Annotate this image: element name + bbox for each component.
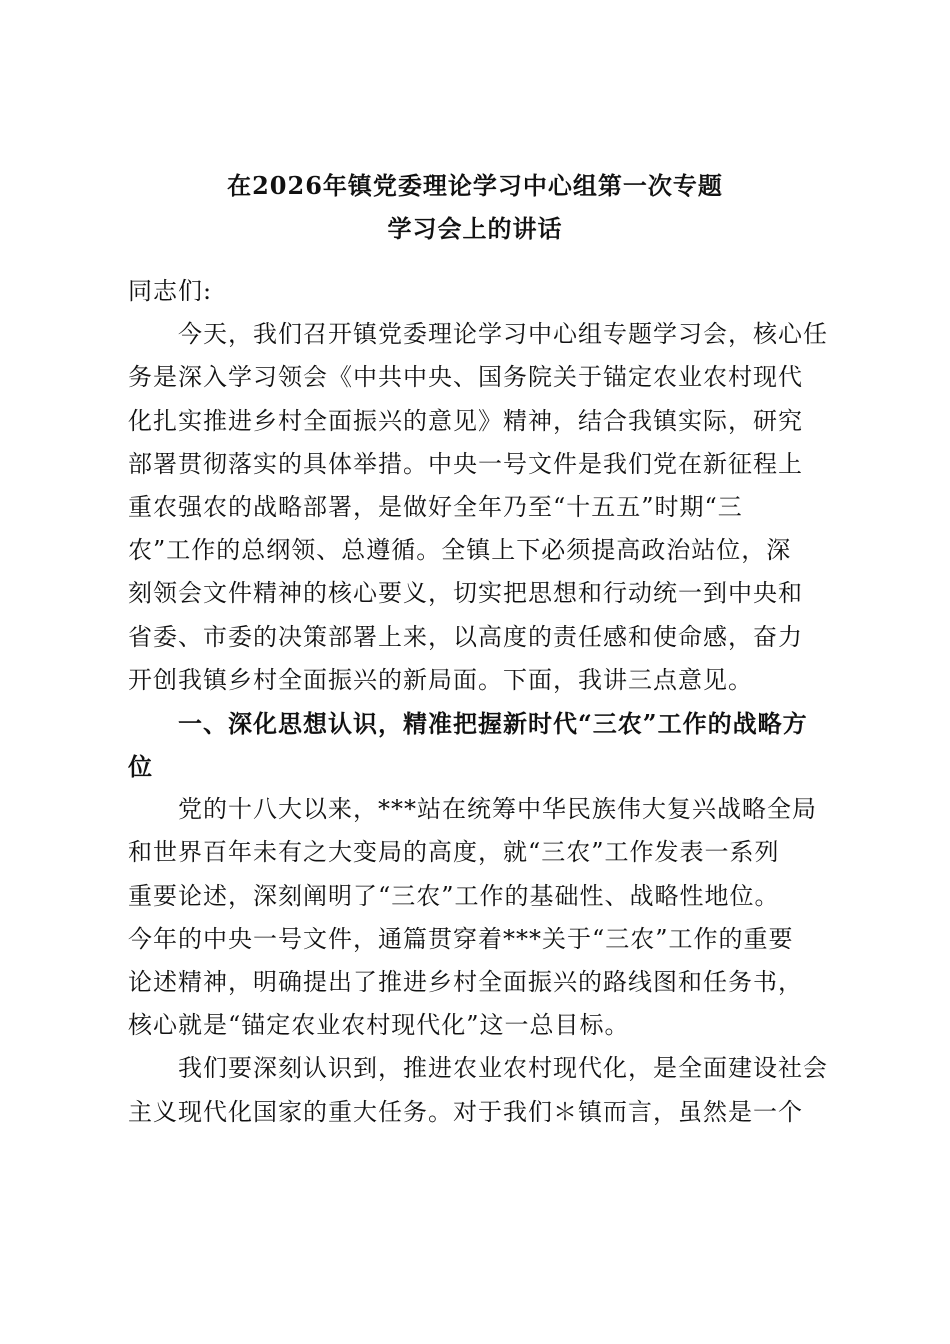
paragraph-line: 刻领会文件精神的核心要义，切实把思想和行动统一到中央和 xyxy=(128,579,803,608)
paragraph-line: 重要论述，深刻阐明了“三农”工作的基础性、战略性地位。 xyxy=(128,881,780,910)
paragraph-line: 我们要深刻认识到，推进农业农村现代化，是全面建设社会 xyxy=(128,1054,828,1083)
paragraph-line: 今天，我们召开镇党委理论学习中心组专题学习会，核心任 xyxy=(128,320,828,349)
paragraph-line: 务是深入学习领会《中共中央、国务院关于锚定农业农村现代 xyxy=(128,363,803,392)
salutation: 同志们: xyxy=(128,277,213,305)
paragraph-line: 开创我镇乡村全面振兴的新局面。下面，我讲三点意见。 xyxy=(128,665,753,694)
paragraph-line: 和世界百年未有之大变局的高度，就“三农”工作发表一系列 xyxy=(128,838,780,867)
paragraph-1 xyxy=(128,313,828,702)
paragraph-line: 农”工作的总纲领、总遵循。全镇上下必须提高政治站位，深 xyxy=(128,536,792,565)
document-title xyxy=(120,164,830,250)
paragraph-line: 重农强农的战略部署，是做好全年乃至“十五五”时期“三 xyxy=(128,492,743,521)
paragraph-line: 论述精神，明确提出了推进乡村全面振兴的路线图和任务书， xyxy=(128,968,803,996)
paragraph-line: 主义现代化国家的重大任务。对于我们＊镇而言，虽然是一个 xyxy=(128,1097,803,1126)
paragraph-3 xyxy=(128,1047,828,1133)
document-body xyxy=(128,270,828,1134)
section-heading-1 xyxy=(128,702,828,788)
paragraph-line: 部署贯彻落实的具体举措。中央一号文件是我们党在新征程上 xyxy=(128,449,803,478)
paragraph-line: 党的十八大以来，***站在统筹中华民族伟大复兴战略全局 xyxy=(128,795,817,824)
paragraph-line: 今年的中央一号文件，通篇贯穿着***关于“三农”工作的重要 xyxy=(128,924,794,953)
paragraph-line: 核心就是“锚定农业农村现代化”这一总目标。 xyxy=(128,1011,630,1040)
heading-line: 一、深化思想认识，精准把握新时代“三农”工作的战略方 xyxy=(128,708,808,738)
title-line-1: 在2026年镇党委理论学习中心组第一次专题 xyxy=(227,171,723,200)
paragraph-2 xyxy=(128,788,828,1047)
paragraph-line: 化扎实推进乡村全面振兴的意见》精神，结合我镇实际，研究 xyxy=(128,406,803,435)
paragraph-line: 省委、市委的决策部署上来，以高度的责任感和使命感，奋力 xyxy=(128,622,803,651)
title-line-2: 学习会上的讲话 xyxy=(387,214,563,244)
heading-line: 位 xyxy=(128,752,153,782)
